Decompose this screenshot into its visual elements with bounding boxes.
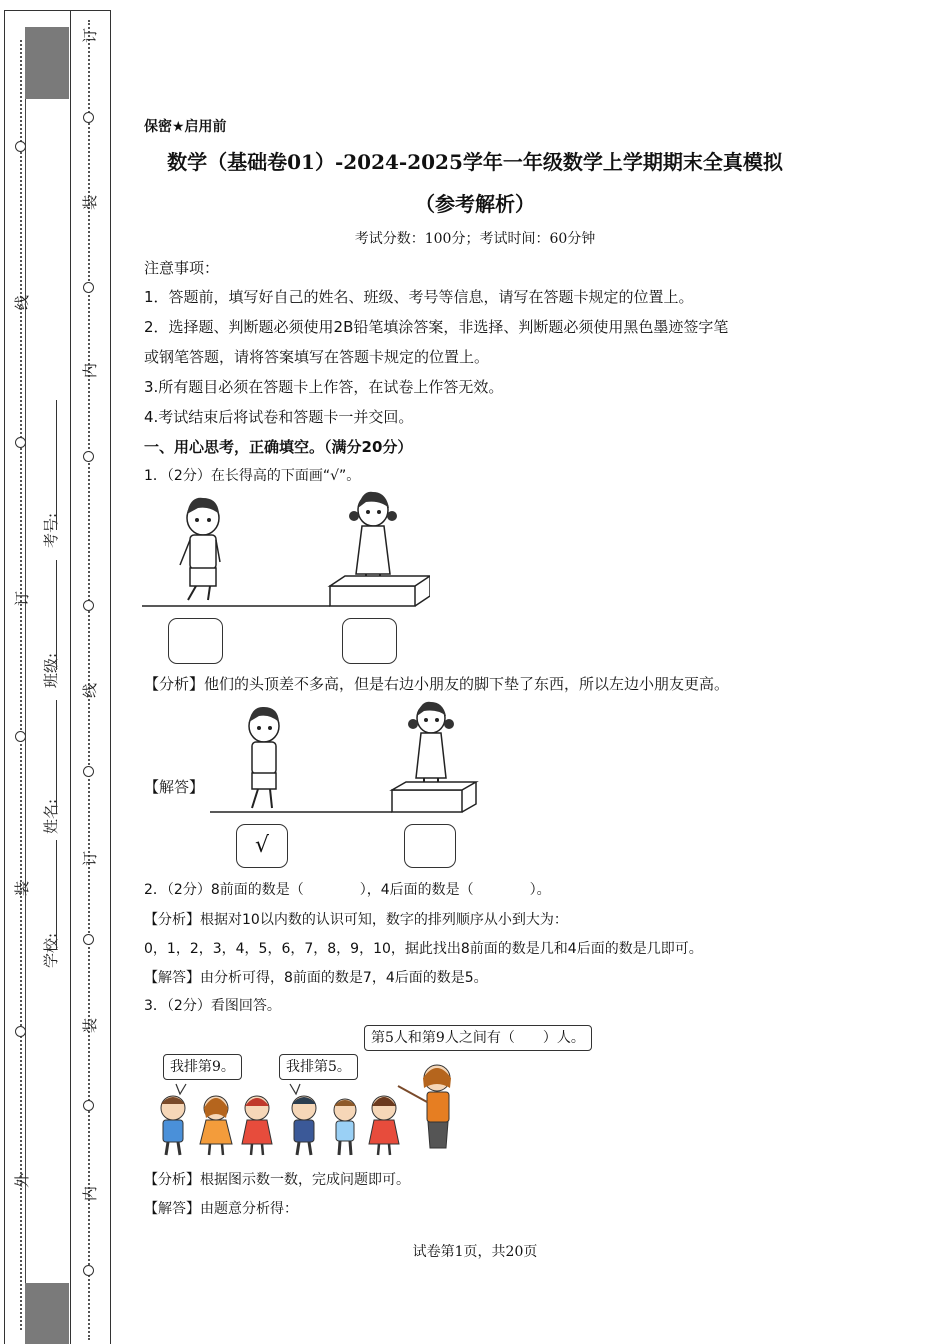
binding-gray-bottom xyxy=(25,1283,69,1344)
notice-item: 或钢笔答题，请将答案填写在答题卡规定的位置上。 xyxy=(144,348,490,366)
q1-answer-box-left[interactable] xyxy=(168,618,223,664)
binding-hole-circle xyxy=(83,282,94,293)
q2-answer: 【解答】由分析可得，8前面的数是7，4后面的数是5。 xyxy=(144,970,488,986)
step-box xyxy=(392,782,476,812)
step-box xyxy=(330,576,430,606)
page-subtitle: （参考解析） xyxy=(415,192,535,216)
q1-answer-box-empty xyxy=(404,824,456,868)
binding-hole-circle xyxy=(15,1026,26,1037)
child-figure-4 xyxy=(292,1096,316,1155)
student-id-label: 考号: xyxy=(42,512,61,549)
binding-hole-circle xyxy=(15,731,26,742)
child-figure-1 xyxy=(161,1096,185,1155)
binding-label: 订 xyxy=(81,27,100,44)
class-label: 班级: xyxy=(42,652,61,689)
question-1-stem: 1．（2分）在长得高的下面画“√”。 xyxy=(144,468,361,484)
binding-label: 装 xyxy=(81,1017,100,1034)
binding-hole-circle xyxy=(83,600,94,611)
q1-answer-box-right[interactable] xyxy=(342,618,397,664)
page-title: 数学（基础卷01）-2024-2025学年一年级数学上学期期末全真模拟 xyxy=(167,150,783,174)
child-speech-bubble-left: 我排第9。 xyxy=(163,1054,242,1080)
name-blank[interactable] xyxy=(56,700,57,814)
binding-hole-circle xyxy=(83,451,94,462)
q3-analysis: 【分析】根据图示数一数，完成问题即可。 xyxy=(144,1172,410,1188)
q3-answer: 【解答】由题意分析得： xyxy=(144,1201,298,1217)
question-2-stem: 2．（2分）8前面的数是（ ），4后面的数是（ ）。 xyxy=(144,882,551,898)
page-footer: 试卷第1页，共20页 xyxy=(412,1244,538,1260)
q1-analysis: 【分析】他们的头顶差不多高，但是右边小朋友的脚下垫了东西，所以左边小朋友更高。 xyxy=(144,675,730,693)
child-figure-2 xyxy=(200,1096,232,1155)
q3-queue-figure xyxy=(140,1058,470,1163)
binding-hole-circle xyxy=(83,112,94,123)
teacher-speech-bubble: 第5人和第9人之间有（ ）人。 xyxy=(364,1025,592,1051)
q2-analysis-2: 0，1，2，3，4，5，6，7，8，9，10，据此找出8前面的数是几和4后面的数是几即可。 xyxy=(144,941,703,957)
bubble-tail xyxy=(290,1084,300,1094)
binding-hole-circle xyxy=(83,1100,94,1111)
q1-answer-figure xyxy=(208,700,480,818)
notice-item: 3.所有题目必须在答题卡上作答，在试卷上作答无效。 xyxy=(144,378,504,396)
check-mark: √ xyxy=(254,833,270,858)
binding-rail-left xyxy=(25,99,26,1283)
child-speech-bubble-mid: 我排第5。 xyxy=(279,1054,358,1080)
binding-hole-circle xyxy=(83,766,94,777)
q2-analysis-1: 【分析】根据对10以内数的认识可知，数字的排列顺序从小到大为： xyxy=(144,912,568,928)
binding-hole-circle xyxy=(83,1265,94,1276)
binding-label: 订 xyxy=(13,590,32,607)
binding-label: 装 xyxy=(13,880,32,897)
bubble-tail xyxy=(176,1084,186,1094)
child-figure-5 xyxy=(334,1099,356,1155)
binding-label: 线 xyxy=(81,682,100,699)
boy-illustration xyxy=(180,498,220,600)
binding-top-edge xyxy=(4,10,110,11)
binding-label: 装 xyxy=(81,194,100,211)
notice-heading: 注意事项： xyxy=(144,259,220,277)
confidential-mark: 保密★启用前 xyxy=(144,119,227,135)
binding-gray-top xyxy=(25,27,69,99)
dotted-cut-line-inner xyxy=(88,20,90,1340)
boy-illustration xyxy=(249,707,279,808)
school-blank[interactable] xyxy=(56,840,57,950)
binding-label: 内 xyxy=(81,362,100,379)
class-blank[interactable] xyxy=(56,560,57,670)
q1-answer-box-checked xyxy=(236,824,288,868)
exam-info: 考试分数：100分；考试时间：60分钟 xyxy=(354,231,596,247)
child-figure-6 xyxy=(369,1096,399,1155)
section-heading: 一、用心思考，正确填空。（满分20分） xyxy=(144,438,413,456)
binding-label: 外 xyxy=(13,1172,32,1189)
notice-item: 2．选择题、判断题必须使用2B铅笔填涂答案，非选择、判断题必须使用黑色墨迹签字笔 xyxy=(144,318,729,336)
binding-label: 内 xyxy=(81,1185,100,1202)
name-label: 姓名: xyxy=(42,798,61,835)
binding-hole-circle xyxy=(83,934,94,945)
notice-item: 4.考试结束后将试卷和答题卡一并交回。 xyxy=(144,408,414,426)
girl-illustration xyxy=(349,492,397,584)
girl-illustration xyxy=(408,702,454,788)
student-id-blank[interactable] xyxy=(56,400,57,530)
notice-item: 1．答题前，填写好自己的姓名、班级、考号等信息，请写在答题卡规定的位置上。 xyxy=(144,288,694,306)
child-figure-3 xyxy=(242,1096,272,1155)
binding-label: 订 xyxy=(81,850,100,867)
teacher-figure xyxy=(398,1065,451,1148)
binding-hole-circle xyxy=(15,437,26,448)
school-label: 学校: xyxy=(42,932,61,969)
question-3-stem: 3．（2分）看图回答。 xyxy=(144,998,281,1014)
q1-answer-label: 【解答】 xyxy=(144,778,205,796)
binding-label: 线 xyxy=(13,294,32,311)
